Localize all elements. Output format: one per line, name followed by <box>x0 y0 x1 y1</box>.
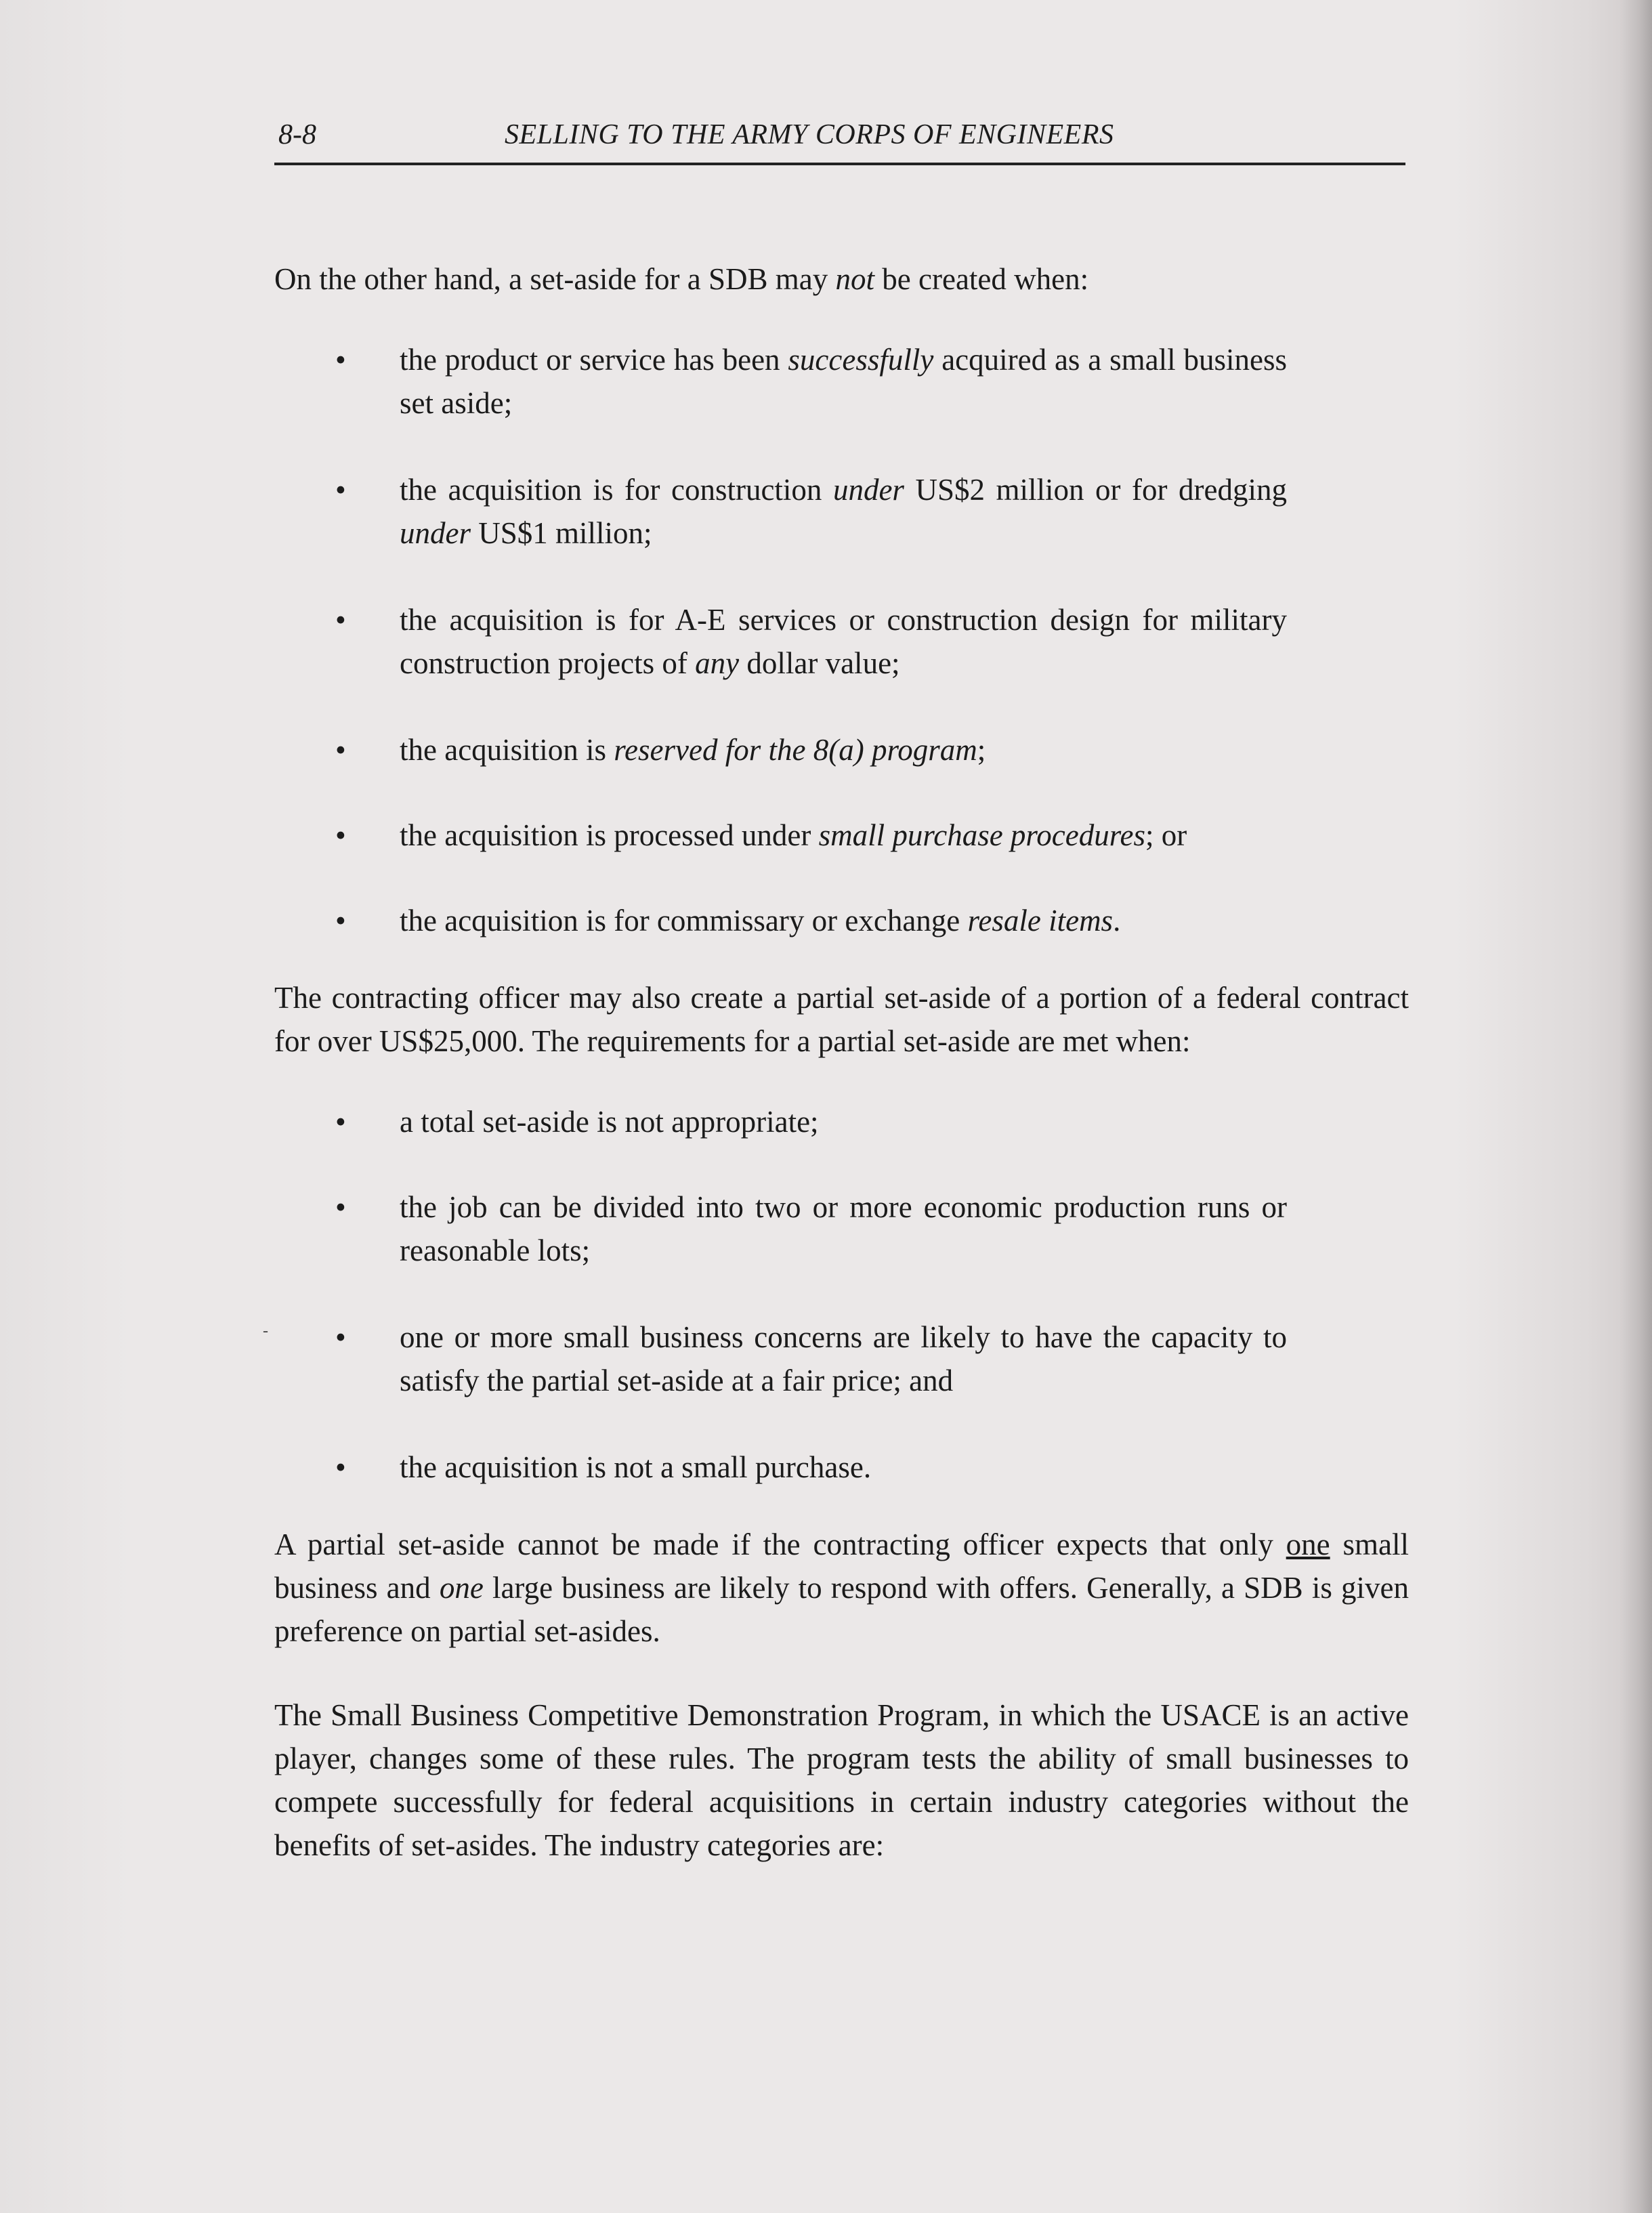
paragraph-partial-set-aside: The contracting officer may also create a partial set-aside of a portion of a federal contract for over US$25,000. The requirements for a partial set-aside are met when: <box>274 981 1409 1058</box>
text: ; <box>977 733 986 767</box>
emphasis: under <box>400 516 471 550</box>
text: large business are likely to respond with offers. Generally, a SDB is given preference on partial set-asides. <box>274 1571 1409 1648</box>
text: the acquisition is <box>400 733 614 767</box>
bullet: • <box>335 473 346 507</box>
bullet: • <box>335 1320 346 1354</box>
list-item <box>274 468 1287 555</box>
page-number: 8-8 <box>278 119 316 150</box>
text: A partial set-aside cannot be made if the contracting officer expects that only <box>274 1527 1286 1561</box>
text: acquired as a small business set aside; <box>400 343 1287 420</box>
text: the acquisition is for construction <box>400 473 833 507</box>
text: US$1 million; <box>471 516 652 550</box>
text: ; or <box>1145 818 1187 852</box>
running-title: SELLING TO THE ARMY CORPS OF ENGINEERS <box>505 119 1114 150</box>
text: the acquisition is not a small purchase. <box>400 1450 872 1484</box>
bullet: • <box>335 343 346 377</box>
emphasis: reserved for the 8(a) program <box>614 733 977 767</box>
list-item <box>274 1315 1287 1402</box>
emphasis: successfully <box>788 343 934 377</box>
bullet: • <box>335 1105 346 1139</box>
paragraph-demonstration-program: The Small Business Competitive Demonstration Program, in which the USACE is an active player, changes some of these rules. The program tests the ability of small businesses to compete successfully for federal acquisitions in certain industry categories without the benefits of set-asides. The industry categories are: <box>274 1698 1409 1862</box>
running-header <box>274 115 1405 165</box>
text: US$2 million or for dredging <box>904 473 1287 507</box>
list-item <box>274 814 1287 857</box>
text: dollar value; <box>739 646 900 680</box>
emphasis: any <box>695 646 740 680</box>
text: small business and <box>274 1527 1409 1605</box>
list-item <box>274 728 1287 772</box>
list-item <box>274 338 1287 425</box>
text: be created when: <box>874 262 1089 296</box>
bullet: • <box>335 1450 346 1484</box>
list-item <box>274 1100 1287 1143</box>
text: the acquisition is for commissary or exchange <box>400 904 968 937</box>
text: the product or service has been <box>400 343 788 377</box>
text: the acquisition is processed under <box>400 818 819 852</box>
text: . <box>1113 904 1121 937</box>
partial-requirements-list <box>274 1100 1409 1489</box>
emphasis: small purchase procedures <box>818 818 1146 852</box>
text: the acquisition is for A-E services or construction design for military construction projects of <box>400 603 1287 680</box>
text: one or more small business concerns are likely to have the capacity to satisfy the partial set-aside at a fair price; and <box>400 1320 1287 1397</box>
list-item <box>274 1446 1287 1489</box>
bullet: • <box>335 733 346 767</box>
emphasis: not <box>835 262 875 296</box>
stray-mark: - <box>263 1322 268 1340</box>
page-body <box>274 257 1409 1867</box>
exclusions-list <box>274 338 1409 942</box>
text: On the other hand, a set-aside for a SDB may <box>274 262 836 296</box>
emphasis: one <box>439 1571 484 1605</box>
bullet: • <box>335 818 346 852</box>
paragraph-sdb-not-created <box>274 257 1409 301</box>
bullet: • <box>335 1190 346 1224</box>
list-item <box>274 899 1287 942</box>
emphasis: resale items <box>967 904 1114 937</box>
underlined-text: one <box>1286 1527 1330 1561</box>
book-spine-shadow <box>1619 0 1652 2213</box>
bullet: • <box>335 603 346 637</box>
text: a total set-aside is not appropriate; <box>400 1105 819 1139</box>
bullet: • <box>335 904 346 937</box>
paragraph-partial-cannot <box>274 1523 1409 1653</box>
emphasis: under <box>832 473 904 507</box>
text: the job can be divided into two or more economic production runs or reasonable lots; <box>400 1190 1287 1267</box>
list-item <box>274 1185 1287 1272</box>
list-item <box>274 598 1287 685</box>
